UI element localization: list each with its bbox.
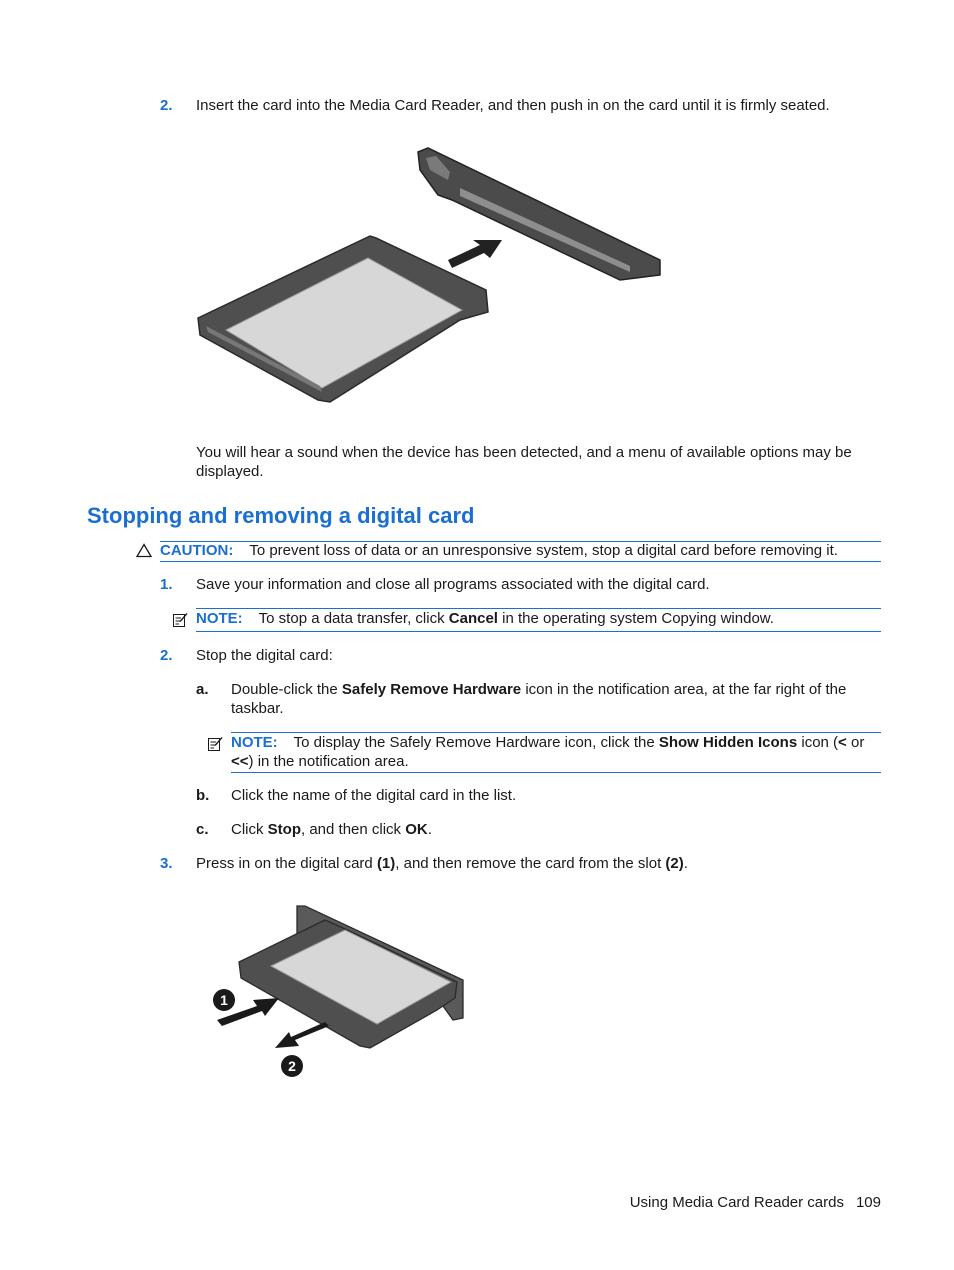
step-number: 3. (160, 855, 173, 872)
step-text: Save your information and close all programs associated with the digital card. (196, 576, 710, 593)
callout-2-badge (281, 1055, 303, 1077)
caution-text (160, 541, 890, 560)
step-text: Press in on the digital card (1), and then remove the card from the slot (2). (196, 855, 688, 872)
detected-paragraph: You will hear a sound when the device has been detected, and a menu of available options may be displayed. (196, 444, 852, 480)
caution-message: To prevent loss of data or an unresponsive system, stop a digital card before removing it. (249, 542, 838, 559)
substep-text: Click Stop, and then click OK. (231, 821, 432, 838)
card-removal-illustration (205, 898, 475, 1083)
caution-triangle-icon (136, 543, 152, 558)
sd-card-image (198, 236, 488, 402)
card-insertion-illustration (190, 140, 670, 415)
note2-label: NOTE: (231, 734, 278, 751)
step-number: 1. (160, 576, 173, 593)
step-text: Stop the digital card: (196, 647, 333, 664)
sd-card-image (239, 920, 457, 1048)
step-number: 2. (160, 97, 173, 114)
caution-label: CAUTION: (160, 542, 234, 559)
remove-arrow-icon (275, 1022, 329, 1048)
page-footer (630, 1193, 881, 1212)
insert-arrow-icon (448, 240, 502, 268)
note-pencil-icon (207, 736, 223, 752)
note2-bottom-rule (231, 772, 881, 773)
substep-letter: c. (196, 821, 209, 838)
step-text: Insert the card into the Media Card Reader, and then push in on the card until it is firmly seated. (196, 97, 830, 114)
substep-letter: a. (196, 681, 209, 698)
note1-text: NOTE: To stop a data transfer, click Cancel in the operating system Copying window. (196, 610, 774, 627)
page-number: 109 (855, 1194, 881, 1211)
note1-bottom-rule (196, 631, 881, 632)
substep-text: Click the name of the digital card in the list. (231, 787, 517, 804)
step-number: 2. (160, 647, 173, 664)
substep-letter: b. (196, 787, 210, 804)
caution-bottom-rule (160, 561, 881, 562)
section-title: Stopping and removing a digital card (87, 503, 475, 528)
note1-label: NOTE: (196, 610, 243, 627)
note2-text: NOTE: To display the Safely Remove Hardware icon, click the Show Hidden Icons icon (< or <<) in the notification area. (231, 734, 865, 770)
callout-1-badge (213, 989, 235, 1011)
callout-2-label: 2 (288, 1058, 296, 1074)
note-pencil-icon (172, 612, 188, 628)
callout-1-label: 1 (220, 992, 228, 1008)
substep-text: Double-click the Safely Remove Hardware icon in the notification area, at the far right of the taskbar. (231, 681, 847, 717)
footer-section-title: Using Media Card Reader cards (629, 1194, 844, 1211)
